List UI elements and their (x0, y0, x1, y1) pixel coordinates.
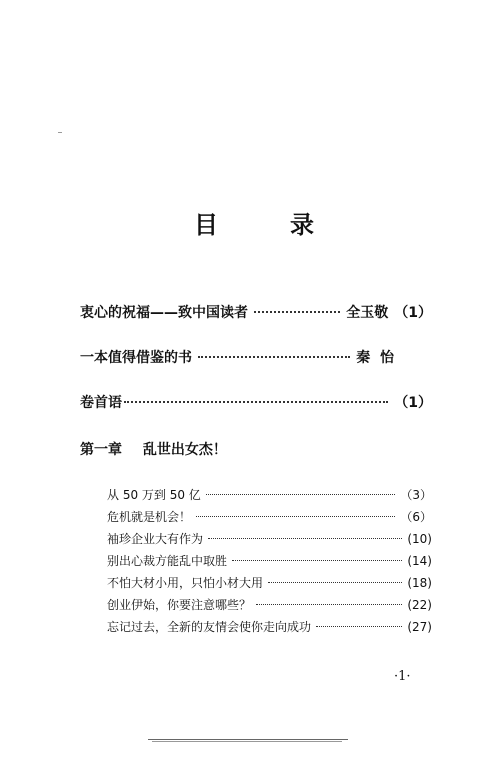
toc-entry-page: （1） (394, 305, 432, 321)
toc-section-page: (14) (407, 554, 432, 568)
toc-section-label: 创业伊始，你要注意哪些？ (107, 598, 252, 612)
bottom-rule (152, 741, 342, 742)
toc-entry-label: 卷首语 (80, 395, 122, 411)
toc-section[interactable] (107, 508, 432, 526)
toc-section-page: (10) (407, 532, 432, 546)
toc-entry-recommendation[interactable] (80, 348, 394, 368)
toc-section-label: 袖珍企业大有作为 (107, 532, 204, 546)
dot-leader (254, 311, 340, 313)
dot-leader (124, 401, 388, 403)
toc-section-label: 危机就是机会！ (107, 510, 192, 524)
scan-speck (58, 132, 62, 133)
dot-leader (196, 516, 395, 517)
dot-leader (232, 560, 402, 561)
chapter-number: 第一章 (80, 442, 122, 458)
toc-section-page: （3） (400, 488, 432, 502)
toc-entry-label: 一本值得借鉴的书 (80, 350, 192, 366)
toc-entry-label: 衷心的祝福——致中国读者 (80, 305, 248, 321)
dot-leader (316, 626, 402, 627)
title-char-2: 录 (290, 210, 314, 239)
toc-section-label: 不怕大材小用，只怕小材大用 (107, 576, 264, 590)
dot-leader (268, 582, 402, 583)
dot-leader (208, 538, 402, 539)
toc-section-label: 忘记过去，全新的友情会使你走向成功 (107, 620, 312, 634)
toc-entry-author: 秦 怡 (356, 350, 394, 366)
toc-section-label: 别出心裁方能乱中取胜 (107, 554, 228, 568)
toc-section-page: (18) (407, 576, 432, 590)
dot-leader (206, 494, 396, 495)
toc-section-page: (22) (407, 598, 432, 612)
toc-entry-preface[interactable] (80, 393, 432, 413)
toc-section[interactable] (107, 596, 432, 614)
bottom-rule (148, 739, 348, 740)
toc-section[interactable] (107, 486, 432, 504)
dot-leader (198, 356, 350, 358)
toc-section[interactable] (107, 618, 432, 636)
toc-section-label: 从 50 万到 50 亿 (107, 488, 201, 502)
title-char-1: 目 (194, 210, 218, 239)
toc-section[interactable] (107, 530, 432, 548)
toc-section[interactable] (107, 552, 432, 570)
chapter-heading[interactable] (80, 440, 227, 460)
toc-section-page: (27) (407, 620, 432, 634)
chapter-title: 乱世出女杰！ (142, 442, 227, 458)
toc-entry-author: 全玉敬 (346, 305, 389, 321)
toc-section[interactable] (107, 574, 432, 592)
page-title (0, 208, 504, 242)
toc-entry-page: （1） (394, 395, 432, 411)
page-number: ·1· (394, 669, 411, 684)
toc-entry-foreword[interactable] (80, 303, 432, 323)
dot-leader (256, 604, 402, 605)
toc-section-page: （6） (400, 510, 432, 524)
